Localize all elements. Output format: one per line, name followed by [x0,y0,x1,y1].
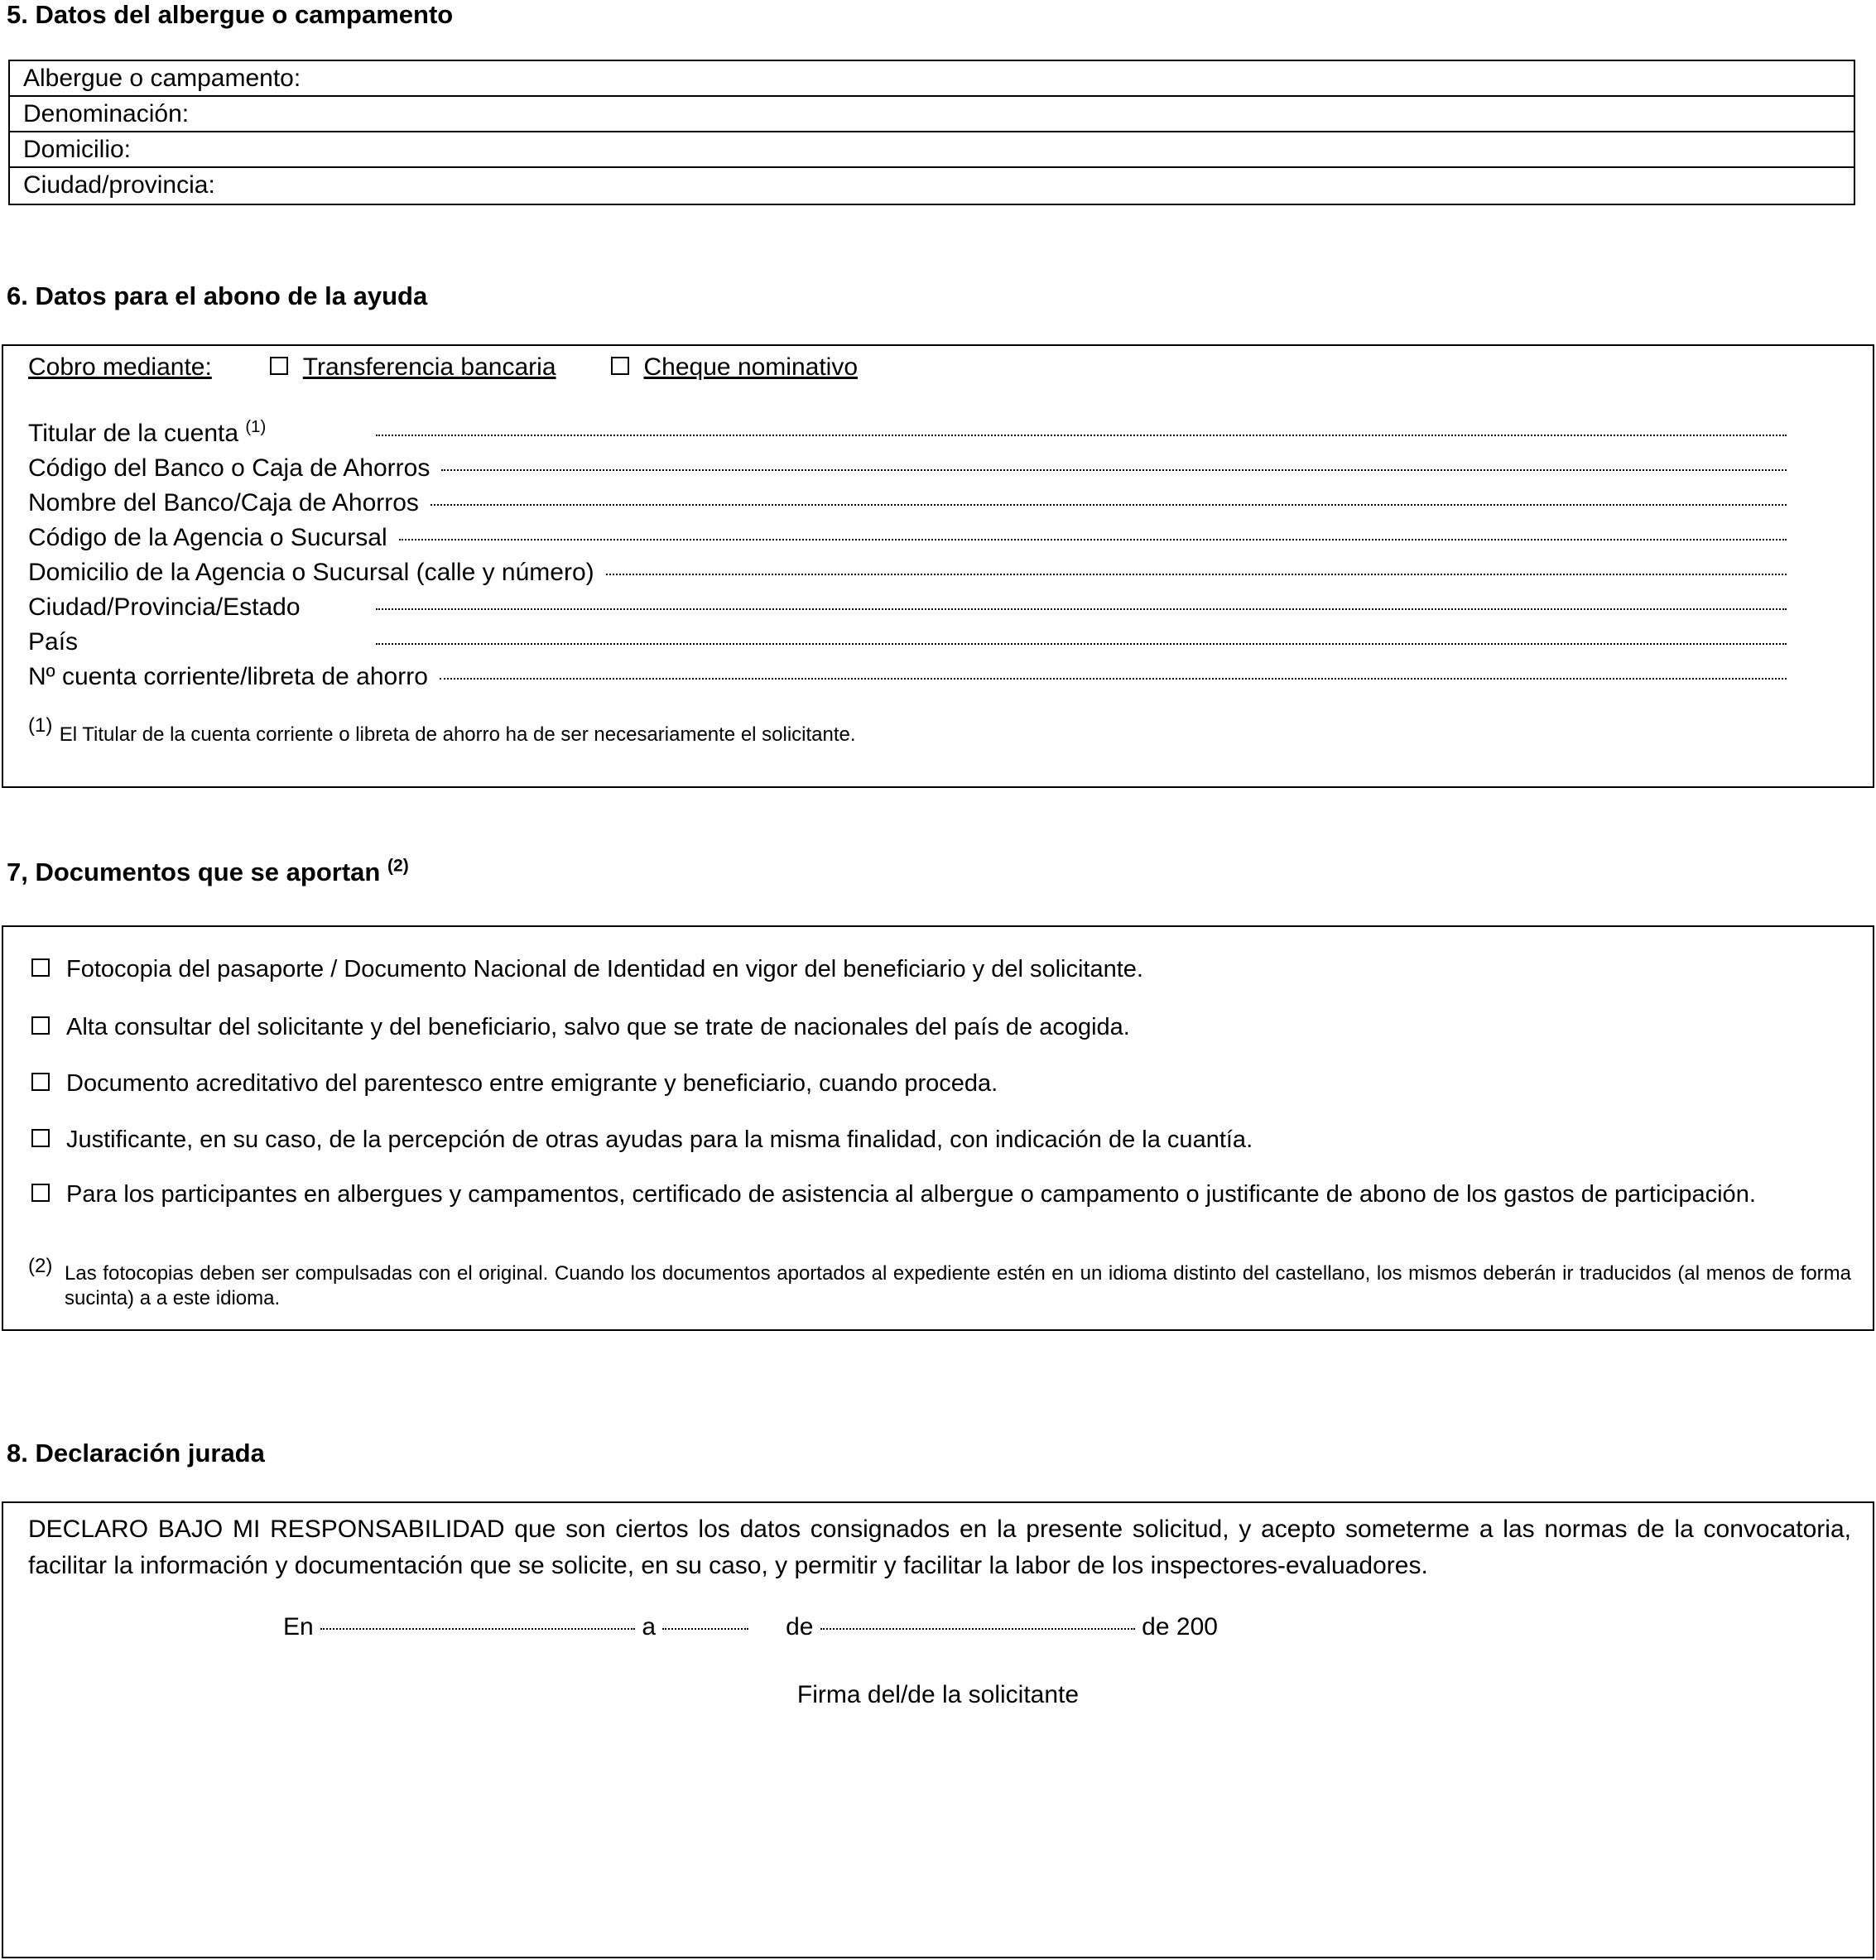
nombre-banco-field[interactable] [28,488,1787,518]
lugar-fecha-line [283,1612,1218,1642]
codigo-agencia-field[interactable] [28,523,1787,553]
declaracion-box [2,1501,1874,1958]
footnote-1 [28,714,856,748]
section6-title: 6. Datos para el abono de la ayuda [7,281,428,310]
de-label-2: de [1142,1613,1170,1641]
firma-area[interactable] [252,1727,1624,1940]
abono-box [2,344,1874,788]
albergue-table [8,60,1855,205]
codigo-agencia-dotted-line[interactable] [399,539,1787,540]
ciudad-estado-field[interactable] [28,593,1787,622]
document-item [31,1122,1851,1157]
codigo-agencia-label: Código de la Agencia o Sucursal [28,524,387,551]
titular-field[interactable] [28,419,1787,449]
cheque-label: Cheque nominativo [643,353,859,381]
footnote-2: (2) Las fotocopias deben ser compulsadas con el original. Cuando los documentos aportados al expediente estén en un idioma distinto del castellano, los mismos deberán ir traducidos (al menos de forma sucinta) a a este idioma. [28,1255,1851,1309]
nombre-banco-dotted-line[interactable] [431,504,1787,506]
cuenta-dotted-line[interactable] [440,678,1787,680]
cuenta-label: Nº cuenta corriente/libreta de ahorro [28,663,428,690]
cuenta-field[interactable] [28,662,1787,692]
codigo-banco-label: Código del Banco o Caja de Ahorros [28,454,431,482]
ciudad-estado-label: Ciudad/Provincia/Estado [28,593,301,621]
ciudad-provincia-row[interactable]: Ciudad/provincia: [23,171,215,199]
document-checkbox[interactable] [31,1016,50,1035]
en-label: En [283,1613,314,1641]
document-item [31,1010,1851,1045]
cheque-checkbox[interactable] [611,357,629,375]
declaracion-text: DECLARO BAJO MI RESPONSABILIDAD que son ciertos los datos consignados en la presente solicitud, y acepto someterme a las normas de la convocatoria, facilitar la información y documentación que se solicite, en su caso, y permitir y facilitar la labor de los inspectores-evaluadores. [28,1516,1851,1579]
footnote-1-text: El Titular de la cuenta corriente o libreta de ahorro ha de ser necesariamente el solicitante. [59,723,856,746]
domicilio-agencia-label: Domicilio de la Agencia o Sucursal (calle y número) [28,559,594,586]
cobro-label: Cobro mediante: [28,353,212,381]
titular-label: Titular de la cuenta [28,420,239,447]
domicilio-agencia-dotted-line[interactable] [606,574,1787,575]
de-label-1: de [786,1613,814,1641]
ciudad-estado-dotted-line[interactable] [376,608,1787,610]
dia-dotted-line[interactable] [662,1628,748,1630]
document-item-text: Documento acreditativo del parentesco entre emigrante y beneficiario, cuando proceda. [66,1070,998,1097]
document-item-text: Fotocopia del pasaporte / Documento Nacional de Identidad en vigor del beneficiario y del solicitante. [66,956,1143,982]
pais-field[interactable] [28,627,1787,657]
domicilio-agencia-field[interactable] [28,558,1787,588]
mes-dotted-line[interactable] [820,1628,1135,1630]
year-prefix: 200 [1176,1613,1218,1641]
a-label: a [642,1613,657,1641]
nombre-banco-label: Nombre del Banco/Caja de Ahorros [28,489,419,516]
document-item-text: Justificante, en su caso, de la percepción de otras ayudas para la misma finalidad, con indicación de la cuantía. [66,1127,1253,1153]
document-item [31,1066,1851,1101]
titular-footnote-ref: (1) [245,418,267,436]
domicilio-row[interactable]: Domicilio: [10,132,1854,168]
document-checkbox[interactable] [31,1129,50,1147]
document-checkbox[interactable] [31,958,50,977]
transferencia-checkbox[interactable] [270,357,288,375]
documentos-box [2,925,1874,1331]
lugar-dotted-line[interactable] [320,1628,635,1630]
cobro-mediante-line [28,353,858,382]
codigo-banco-dotted-line[interactable] [441,469,1787,471]
albergue-row[interactable]: Albergue o campamento: [10,61,1854,97]
titular-dotted-line[interactable] [376,435,1787,436]
codigo-banco-field[interactable] [28,454,1787,483]
document-checkbox[interactable] [31,1073,50,1091]
document-item [31,1177,1851,1212]
section7-title-text: 7, Documentos que se aportan [7,858,381,886]
document-item [31,952,1851,987]
section7-title [7,858,409,887]
section8-title: 8. Declaración jurada [7,1439,265,1468]
document-item-text: Alta consultar del solicitante y del beneficiario, salvo que se trate de nacionales del país de acogida. [66,1014,1130,1040]
footnote-1-marker: (1) [28,714,53,737]
pais-label: País [28,628,79,656]
document-checkbox[interactable] [31,1184,50,1202]
denominacion-row[interactable]: Denominación: [10,97,1854,132]
section5-title: 5. Datos del albergue o campamento [7,0,454,29]
footnote-2-text: Las fotocopias deben ser compulsadas con el original. Cuando los documentos aportados al expediente estén en un idioma distinto del castellano, los mismos deberán ir traducidos (al menos de forma sucinta) a a este idioma. [65,1262,1851,1309]
document-item-text: Para los participantes en albergues y campamentos, certificado de asistencia al albergue o campamento o justificante de abono de los gastos de participación. [66,1181,1756,1208]
section7-footnote-ref: (2) [387,856,409,876]
pais-dotted-line[interactable] [376,643,1787,645]
transferencia-label: Transferencia bancaria [302,353,556,381]
firma-label: Firma del/de la solicitante [796,1681,1080,1708]
